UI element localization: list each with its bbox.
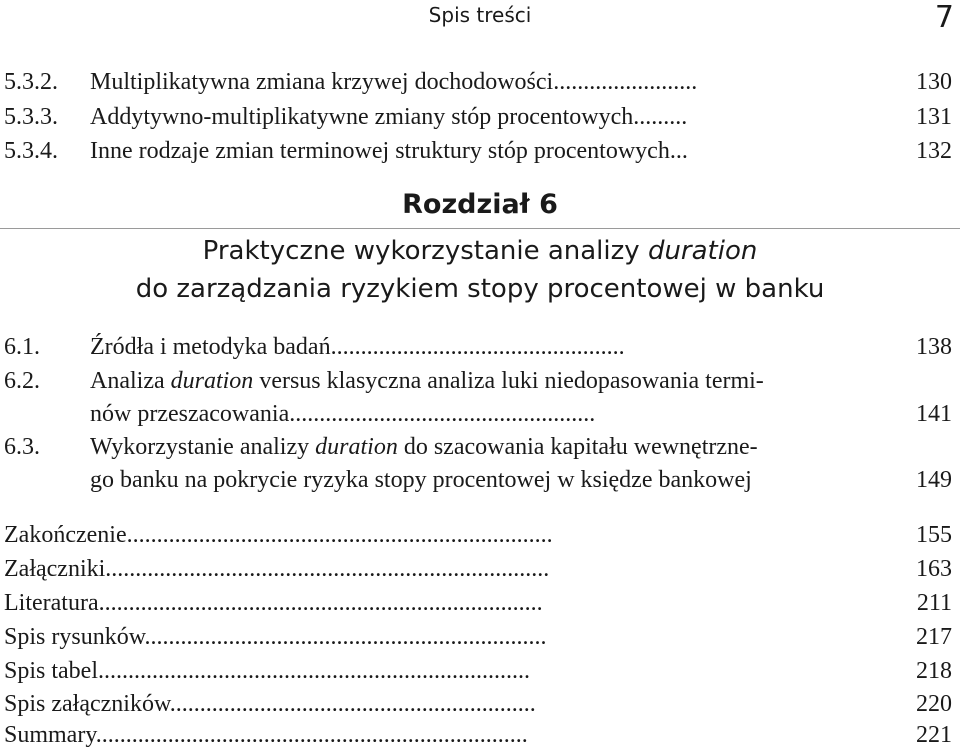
entry-number: 5.3.3. (4, 104, 58, 130)
entry-page: 131 (916, 104, 952, 130)
toc-entry[interactable] (0, 688, 960, 720)
entry-number: 6.2. (4, 368, 40, 394)
entry-title: Addytywno-multiplikatywne zmiany stóp procentowych (90, 104, 634, 130)
toc-entry[interactable] (0, 101, 960, 133)
chapter-label: Rozdział 6 (402, 189, 558, 220)
entry-page: 132 (916, 138, 952, 164)
entry-title: Źródła i metodyka badań (90, 334, 331, 360)
entry-number: 6.1. (4, 334, 40, 360)
entry-title: Wykorzystanie analizy (90, 434, 316, 460)
entry-page: 163 (916, 556, 952, 582)
leader-dots: ................................................. (330, 334, 625, 360)
toc-entry[interactable] (0, 655, 960, 687)
toc-entry[interactable] (0, 719, 960, 751)
entry-page: 141 (916, 401, 952, 427)
entry-number: 5.3.2. (4, 69, 58, 95)
entry-title: Spis tabel (4, 658, 98, 684)
entry-page: 138 (916, 334, 952, 360)
toc-entry[interactable] (0, 431, 960, 463)
entry-title: Multiplikatywna zmiana krzywej dochodowości (90, 69, 554, 95)
leader-dots: ............................................................. (169, 691, 536, 717)
toc-entry[interactable] (0, 331, 960, 363)
entry-title: Analiza (90, 368, 171, 394)
entry-title: Literatura (4, 590, 99, 616)
leader-dots: .......................................................................... (98, 590, 543, 616)
entry-title: Zakończenie (4, 522, 127, 548)
entry-page: 220 (916, 691, 952, 717)
entry-number: 6.3. (4, 434, 40, 460)
entry-page: 155 (916, 522, 952, 548)
chapter-title-line1 (0, 236, 960, 266)
toc-entry[interactable] (0, 519, 960, 551)
leader-dots: ....................................................................... (126, 522, 553, 548)
entry-title: Inne rodzaje zmian terminowej struktury stóp procentowych (90, 138, 670, 164)
entry-title: Summary (4, 722, 96, 748)
page-number: 7 (934, 0, 954, 35)
entry-page: 221 (916, 722, 952, 748)
toc-entry[interactable] (0, 66, 960, 98)
entry-title: Spis załączników (4, 691, 170, 717)
entry-title: Załączniki (4, 556, 106, 582)
toc-entry[interactable] (0, 365, 960, 397)
entry-page: 217 (916, 624, 952, 650)
header-title: Spis treści (428, 3, 532, 27)
entry-title-emphasis: duration (170, 368, 254, 394)
leader-dots: ................................................... (289, 401, 596, 427)
chapter-title-line2: do zarządzania ryzykiem stopy procentowej w banku (135, 274, 825, 304)
leader-dots: ........................................................................ (98, 658, 530, 684)
entry-title-emphasis: duration (315, 434, 398, 460)
toc-entry[interactable] (0, 553, 960, 585)
leader-dots: ........................................................................ (95, 722, 528, 748)
entry-page: 130 (916, 69, 952, 95)
leader-dots: ... (669, 138, 688, 164)
leader-dots: ......... (633, 104, 688, 130)
entry-title: Spis rysunków (4, 624, 145, 650)
entry-title-cont: versus klasyczna analiza luki niedopasowania termi- (253, 368, 764, 394)
toc-entry[interactable] (0, 135, 960, 167)
entry-page: 149 (916, 467, 952, 493)
entry-title-line2: nów przeszacowania (90, 401, 290, 427)
entry-title-line2: go banku na pokrycie ryzyka stopy procentowej w księdze bankowej (90, 467, 752, 493)
toc-entry[interactable] (0, 587, 960, 619)
toc-entry[interactable] (0, 621, 960, 653)
chapter-divider (0, 228, 960, 229)
chapter-title-emphasis: duration (647, 236, 758, 266)
toc-entry-cont[interactable] (0, 398, 960, 430)
leader-dots: ........................ (553, 69, 698, 95)
toc-entry-cont[interactable] (0, 464, 960, 496)
leader-dots: ................................................................... (144, 624, 547, 650)
entry-page: 211 (916, 590, 952, 616)
entry-title-cont: do szacowania kapitału wewnętrzne- (397, 434, 758, 460)
entry-number: 5.3.4. (4, 138, 58, 164)
leader-dots: .......................................................................... (105, 556, 550, 582)
entry-page: 218 (916, 658, 952, 684)
chapter-title-text: Praktyczne wykorzystanie analizy (202, 236, 648, 266)
